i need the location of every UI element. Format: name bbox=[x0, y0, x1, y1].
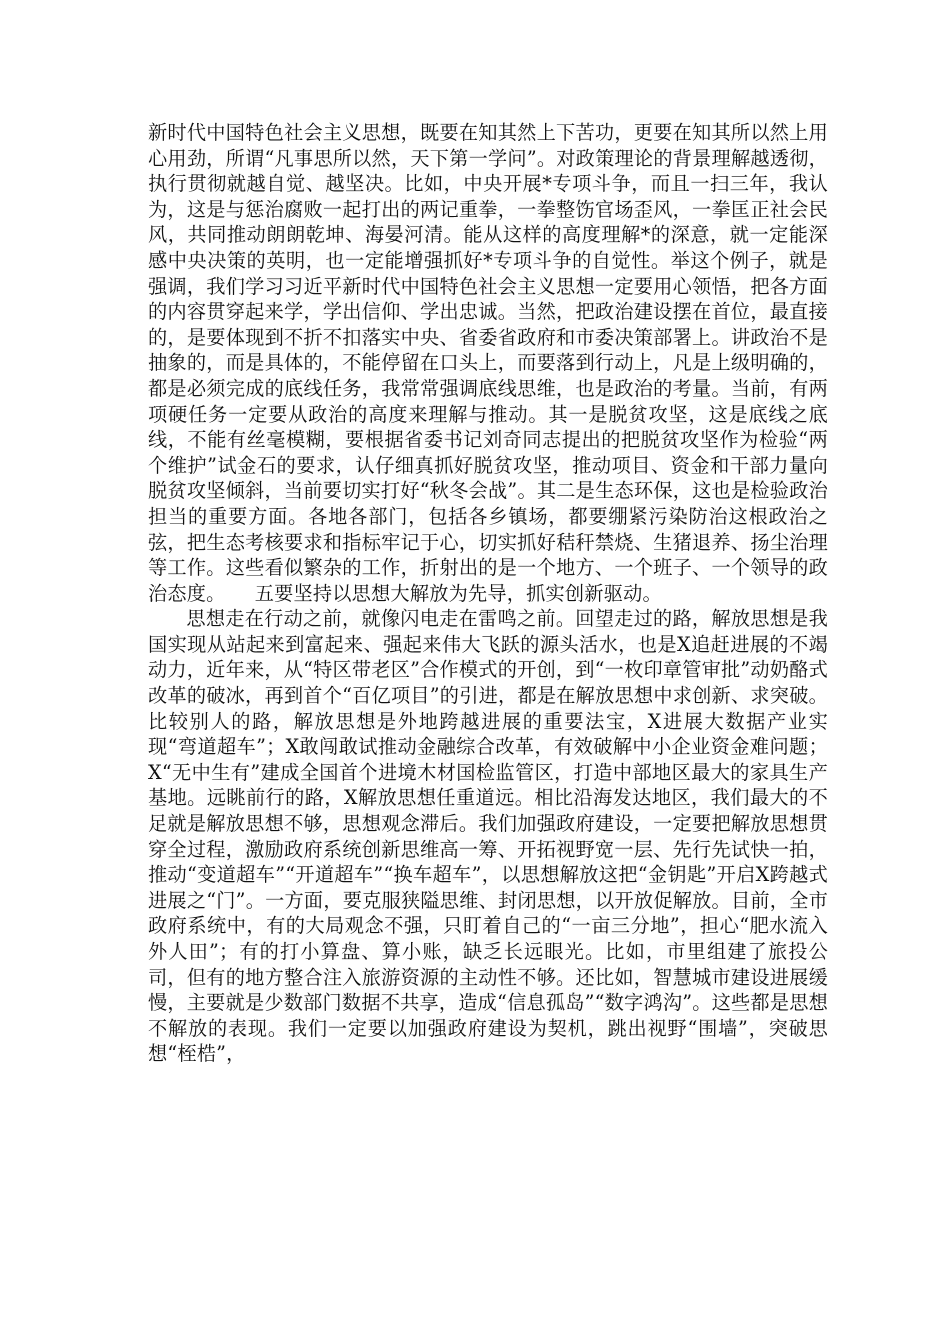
document-body bbox=[148, 120, 828, 1067]
paragraph-1: 新时代中国特色社会主义思想，既要在知其然上下苦功，更要在知其所以然上用心用劲，所谓“凡事思所以然，天下第一学问”。对政策理论的背景理解越透彻，执行贯彻就越自觉、越坚决。比如，中央开展*专项斗争，而且一扫三年，我认为，这是与惩治腐败一起打出的两记重拳，一拳整饬官场歪风，一拳匡正社会民风，共同推动朗朗乾坤、海晏河清。能从这样的高度理解*的深意，就一定能深感中央决策的英明，也一定能增强抓好*专项斗争的自觉性。举这个例子，就是强调，我们学习习近平新时代中国特色社会主义思想一定要用心领悟，把各方面的内容贯穿起来学，学出信仰、学出忠诚。当然，把政治建设摆在首位，最直接的，是要体现到不折不扣落实中央、省委省政府和市委决策部署上。讲政治不是抽象的，而是具体的，不能停留在口头上，而要落到行动上，凡是上级明确的，都是必须完成的底线任务，我常常强调底线思维，也是政治的考量。当前，有两项硬任务一定要从政治的高度来理解与推动。其一是脱贫攻坚，这是底线之底线，不能有丝毫模糊，要根据省委书记刘奇同志提出的把脱贫攻坚作为检验“两个维护”试金石的要求，认仔细真抓好脱贫攻坚，推动项目、资金和干部力量向脱贫攻坚倾斜，当前要切实打好“秋冬会战”。其二是生态环保，这也是检验政治担当的重要方面。各地各部门，包括各乡镇场，都要绷紧污染防治这根政治之弦，把生态考核要求和指标牢记于心，切实抓好秸秆禁烧、生猪退养、扬尘治理等工作。这些看似繁杂的工作，折射出的是一个地方、一个班子、一个领导的政治态度。 五要坚持以思想大解放为先导，抓实创新驱动。 bbox=[148, 121, 828, 605]
paragraph-2: 思想走在行动之前，就像闪电走在雷鸣之前。回望走过的路，解放思想是我国实现从站起来到富起来、强起来伟大飞跃的源头活水，也是X追赶进展的不竭动力，近年来，从“特区带老区”合作模式的开创，到“一枚印章管审批”动奶酪式改革的破冰，再到首个“百亿项目”的引进，都是在解放思想中求创新、求突破。比较别人的路，解放思想是外地跨越进展的重要法宝，X进展大数据产业实现“弯道超车”；X敢闯敢试推动金融综合改革，有效破解中小企业资金难问题；X“无中生有”建成全国首个进境木材国检监管区，打造中部地区最大的家具生产基地。远眺前行的路，X解放思想任重道远。相比沿海发达地区，我们最大的不足就是解放思想不够，思想观念滞后。我们加强政府建设，一定要把解放思想贯穿全过程，激励政府系统创新思维高一筹、开拓视野宽一层、先行先试快一拍，推动“变道超车”“开道超车”“换车超车”，以思想解放这把“金钥匙”开启X跨越式进展之“门”。一方面，要克服狭隘思维、封闭思想，以开放促解放。目前，全市政府系统中，有的大局观念不强，只盯着自己的“一亩三分地”，担心“肥水流入外人田”；有的打小算盘、算小账，缺乏长远眼光。比如，市里组建了旅投公司，但有的地方整合注入旅游资源的主动性不够。还比如，智慧城市建设进展缓慢，主要就是少数部门数据不共享，造成“信息孤岛”“数字鸿沟”。这些都是思想不解放的表现。我们一定要以加强政府建设为契机，跳出视野“围墙”，突破思想“桎梏”， bbox=[148, 607, 828, 1066]
